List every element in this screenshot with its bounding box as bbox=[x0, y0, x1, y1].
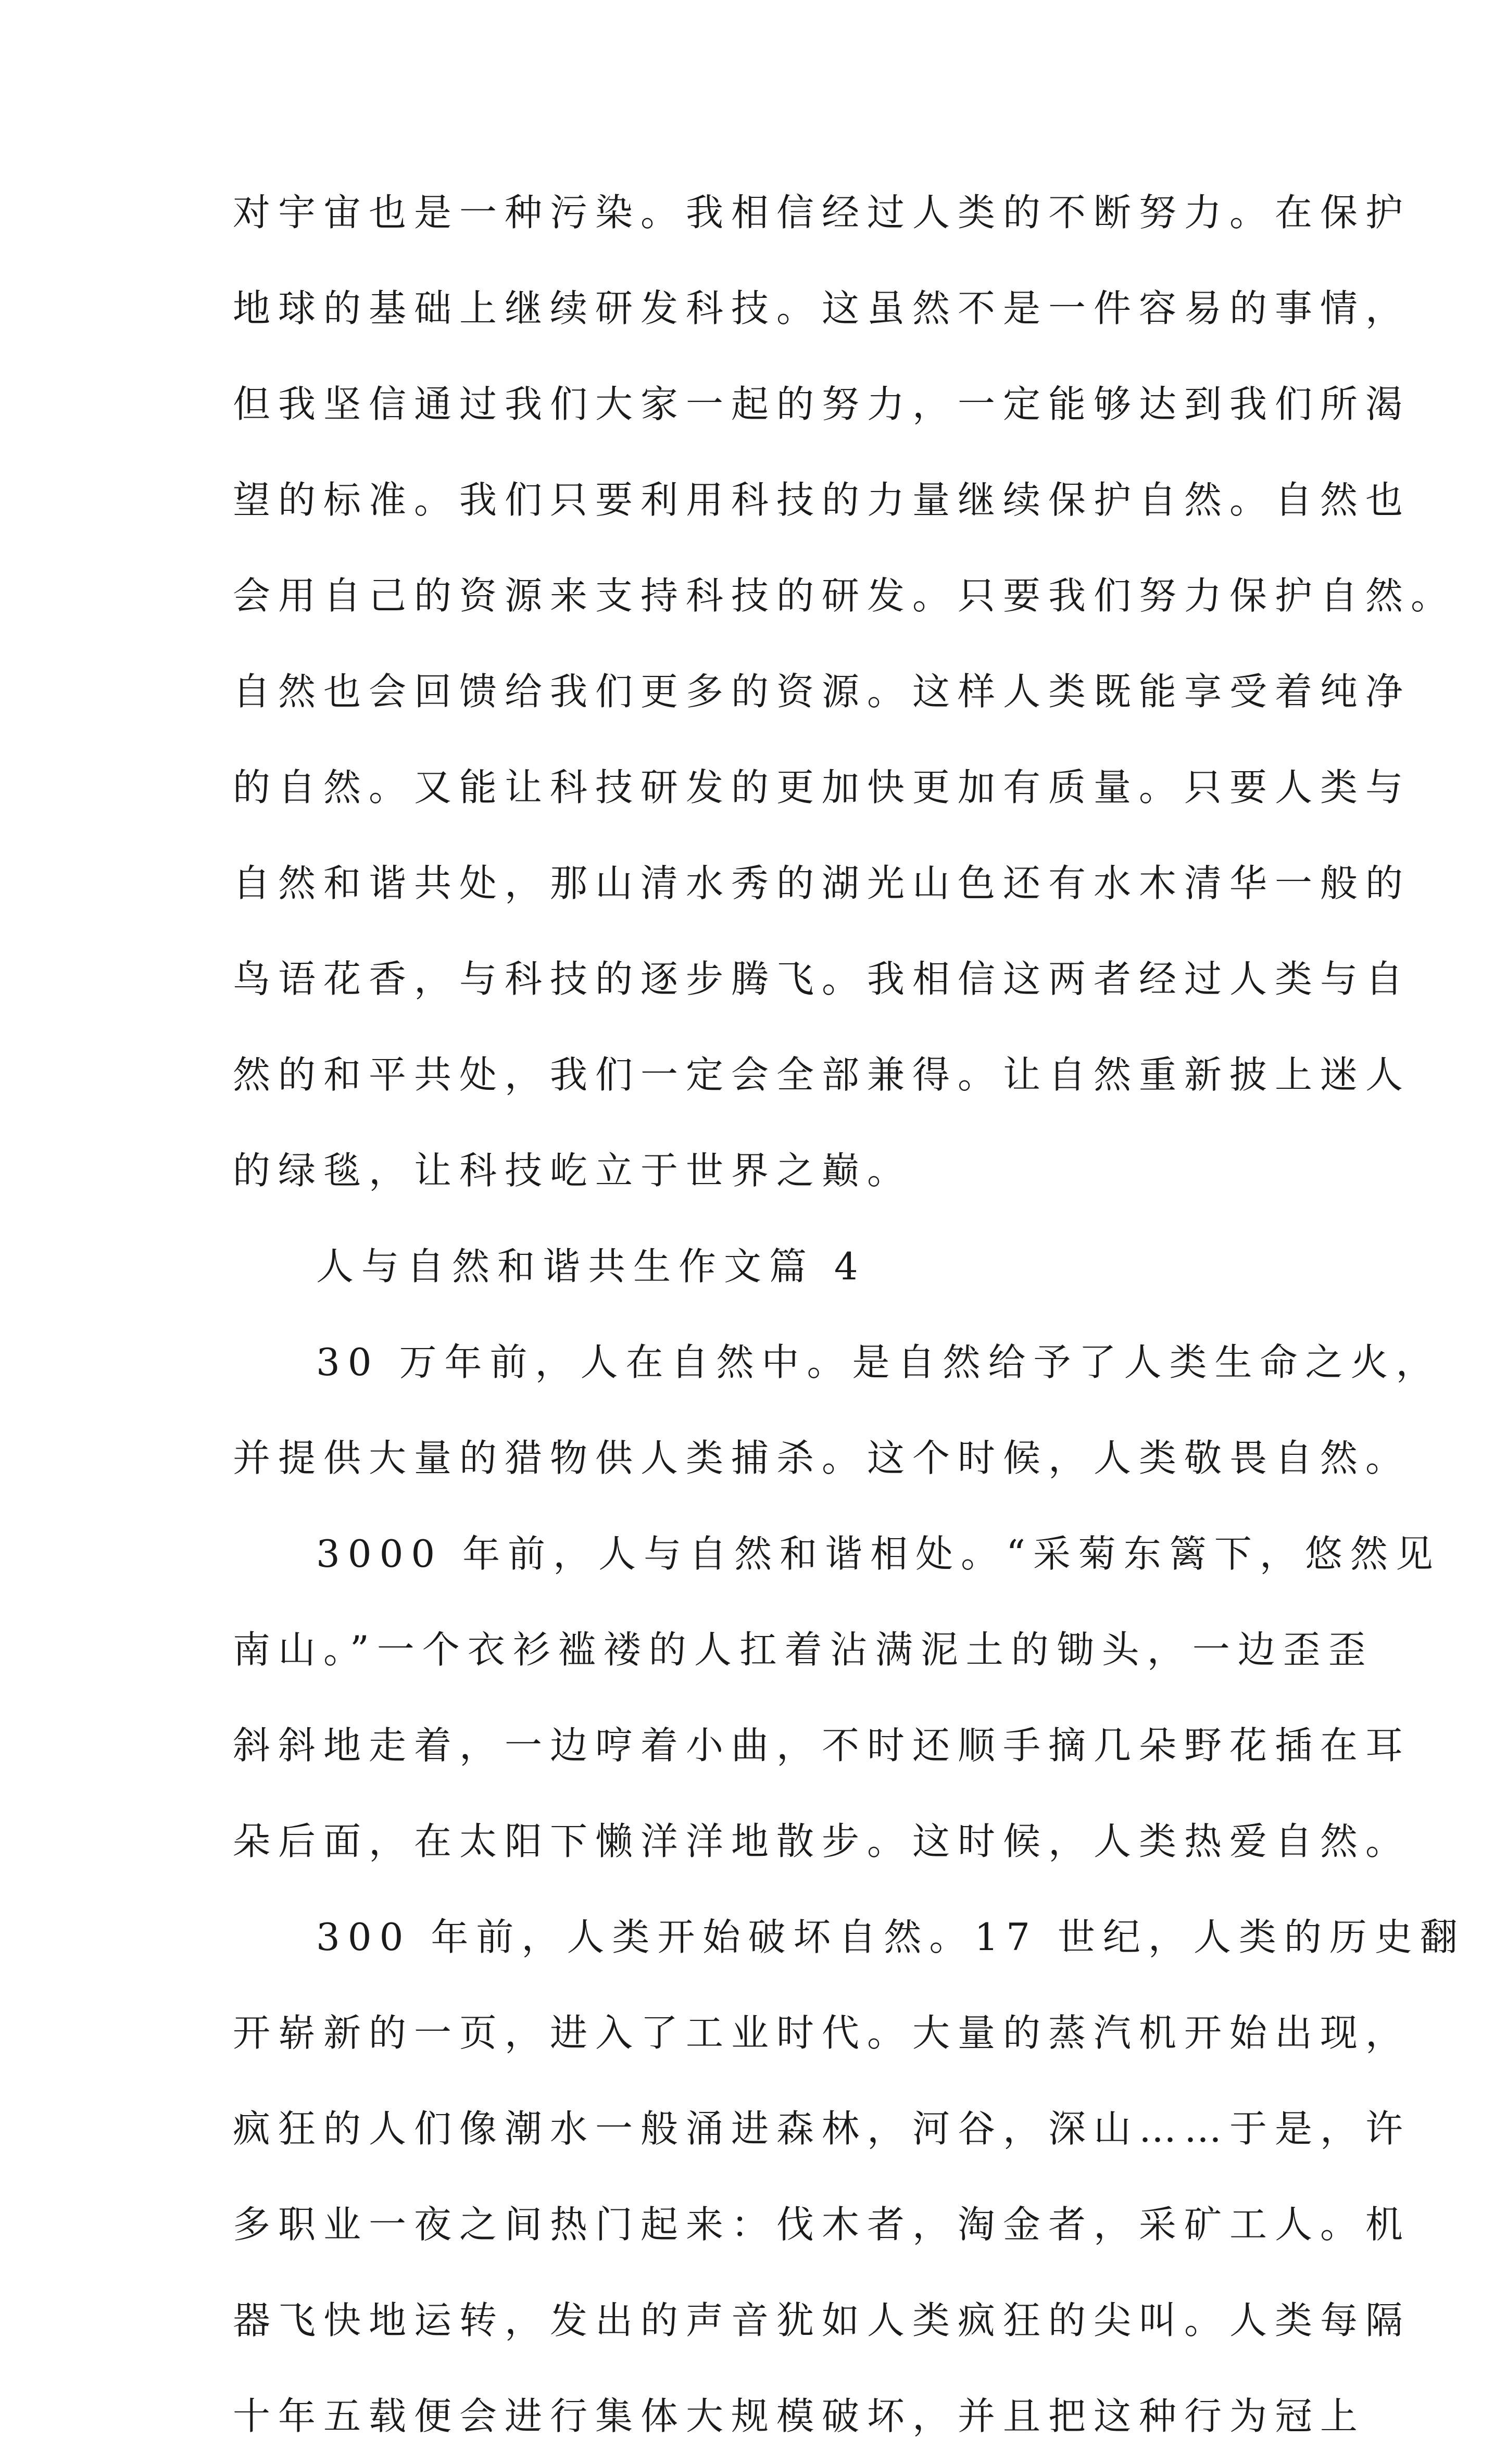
text-line: 多职业一夜之间热门起来：伐木者，淘金者，采矿工人。机 bbox=[233, 2203, 1411, 2246]
section-heading: 人与自然和谐共生作文篇 4 bbox=[316, 1244, 866, 1288]
text-line: 自然和谐共处，那山清水秀的湖光山色还有水木清华一般的 bbox=[233, 861, 1411, 905]
text-line: 朵后面，在太阳下懒洋洋地散步。这时候，人类热爱自然。 bbox=[233, 1819, 1411, 1863]
text-line: 30 万年前，人在自然中。是自然给予了人类生命之火， bbox=[316, 1340, 1441, 1384]
text-line: 3000 年前，人与自然和谐相处。“采菊东篱下，悠然见 bbox=[316, 1532, 1441, 1576]
text-line: 并提供大量的猎物供人类捕杀。这个时候，人类敬畏自然。 bbox=[233, 1436, 1411, 1480]
text-line: 斜斜地走着，一边哼着小曲，不时还顺手摘几朵野花插在耳 bbox=[233, 1724, 1411, 1767]
text-line: 300 年前，人类开始破坏自然。17 世纪，人类的历史翻 bbox=[316, 1915, 1465, 1959]
text-line: 器飞快地运转，发出的声音犹如人类疯狂的尖叫。人类每隔 bbox=[233, 2298, 1411, 2342]
document-body bbox=[233, 165, 1465, 2464]
text-line: 南山。”一个衣衫褴褛的人扛着沾满泥土的锄头，一边歪歪 bbox=[233, 1628, 1374, 1671]
text-line: 鸟语花香，与科技的逐步腾飞。我相信这两者经过人类与自 bbox=[233, 957, 1411, 1001]
text-line: 的自然。又能让科技研发的更加快更加有质量。只要人类与 bbox=[233, 765, 1411, 809]
text-line: 十年五载便会进行集体大规模破坏，并且把这种行为冠上 bbox=[233, 2394, 1366, 2438]
text-line: 然的和平共处，我们一定会全部兼得。让自然重新披上迷人 bbox=[233, 1053, 1411, 1097]
text-line: 自然也会回馈给我们更多的资源。这样人类既能享受着纯净 bbox=[233, 670, 1411, 713]
text-line: 开崭新的一页，进入了工业时代。大量的蒸汽机开始出现， bbox=[233, 2011, 1411, 2055]
text-line: 望的标准。我们只要利用科技的力量继续保护自然。自然也 bbox=[233, 478, 1411, 522]
text-line: 地球的基础上继续研发科技。这虽然不是一件容易的事情， bbox=[233, 286, 1411, 330]
text-line: 对宇宙也是一种污染。我相信经过人类的不断努力。在保护 bbox=[233, 191, 1411, 234]
text-line: 会用自己的资源来支持科技的研发。只要我们努力保护自然。 bbox=[233, 574, 1456, 618]
text-line: 疯狂的人们像潮水一般涌进森林，河谷，深山……于是，许 bbox=[233, 2107, 1411, 2151]
text-line: 但我坚信通过我们大家一起的努力，一定能够达到我们所渴 bbox=[233, 382, 1411, 426]
text-line: 的绿毯，让科技屹立于世界之巅。 bbox=[233, 1149, 913, 1192]
